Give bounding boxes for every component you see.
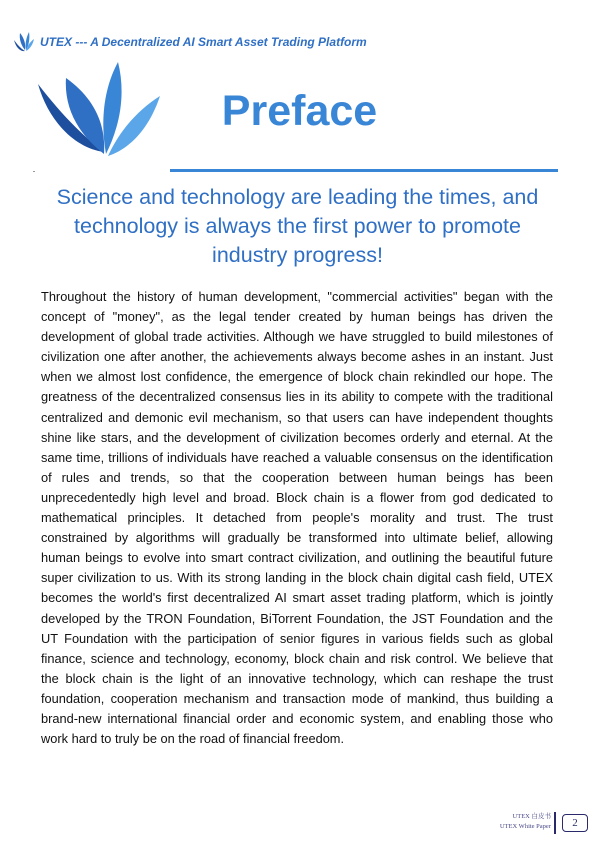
footer-brand-line1: UTEX 白皮书 <box>512 813 551 820</box>
page-title: Preface <box>221 87 378 135</box>
utex-logo-icon <box>12 30 36 54</box>
preface-body: Throughout the history of human development, "commercial activities" began with the concept of "money", as the legal tender created by human beings has driven the development of global trade activities. Although we have struggled to build milestones of civilization one after another, the achievements always become ashes in an instant. Just when we almost lost confidence, the emergence of block chain rekindled our hope. The greatness of the decentralized consensus lies in its ability to compete with the traditional centralized and demonic evil mechanism, so that users can have independent thoughts shine like stars, and the development of civilization becomes orderly and eternal. At the same time, trillions of individuals have reached a valuable consensus on the identification of rules and trends, so that the cooperation between human beings has been unprecedentedly high level and broad. Block chain is a flower from god dedicated to mathematical principles. It detached from people's morality and trust. The trust constrained by algorithms will gradually be transformed into ultimate belief, allowing human beings to evolve into smart contract civilization, and outlining the beautiful future super civilization to us. With its strong landing in the block chain digital cash field, UTEX becomes the world's first decentralized AI smart asset trading platform, which is jointly developed by the TRON Foundation, BiTorrent Foundation, the JST Foundation and the UT Foundation with the participation of senior figures in various fields such as global finance, science and technology, economy, block chain and risk control. We believe that the block chain is the light of an innovative technology, which can reshape the trust foundation, cooperation mechanism and transaction mode of mankind, thus building a brand-new international financial order and economic system, and enabling those who work hard to truly be on the road of financial freedom. <box>41 289 553 747</box>
preface-subtitle: Science and technology are leading the times, and technology is always the first power to promote industry progress! <box>56 185 539 267</box>
page-number: 2 <box>562 814 588 832</box>
footer-divider <box>554 812 556 834</box>
decorative-dot <box>33 171 35 172</box>
footer-brand-line2: UTEX White Paper <box>499 823 551 830</box>
header-title: UTEX --- A Decentralized AI Smart Asset Trading Platform <box>40 35 367 49</box>
footer-brand <box>499 812 551 832</box>
title-divider <box>170 169 558 172</box>
page-header <box>12 30 367 54</box>
